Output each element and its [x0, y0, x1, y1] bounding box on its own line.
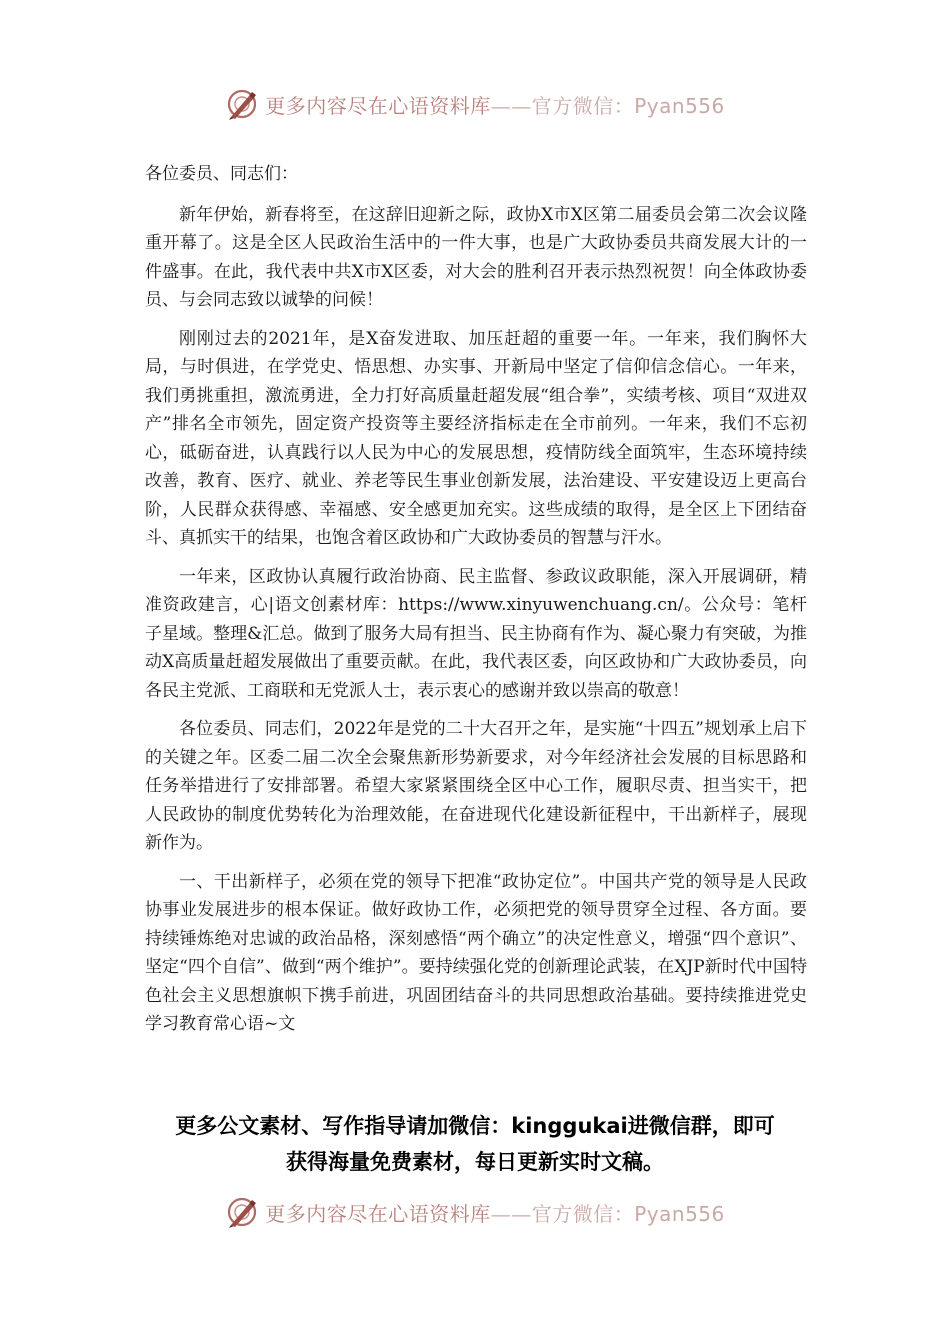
pen-logo-icon: [225, 1195, 259, 1229]
footer-banner-text: [265, 1198, 725, 1227]
paragraph-1: 新年伊始，新春将至，在这辞旧迎新之际，政协X市X区第二届委员会第二次会议隆重开幕了。这是全区人民政治生活中的一件大事，也是广大政协委员共商发展大计的一件盛事。在此，我代表中共X市X区委，对大会的胜利召开表示热烈祝贺！向全体政协委员、与会同志致以诚挚的问候！: [145, 204, 807, 310]
footer-wechat-id: Pyan556: [634, 1201, 725, 1226]
salutation: 各位委员、同志们：: [145, 164, 298, 184]
paragraph-4: 各位委员、同志们，2022年是党的二十大召开之年，是实施“十四五”规划承上启下的关键之年。区委二届二次全会聚焦新形势新要求，对今年经济社会发展的目标思路和任务举措进行了安排部署。希望大家紧紧围绕全区中心工作，履职尽责、担当实干，把人民政协的制度优势转化为治理效能，在奋进现代化建设新征程中，干出新样子，展现新作为。: [145, 719, 807, 853]
header-banner-text: [265, 90, 725, 119]
footer-brand-text: 更多内容尽在心语资料库: [265, 1201, 491, 1226]
pen-logo-icon: [225, 87, 259, 121]
footer-wechat-label: 官方微信：: [531, 1201, 635, 1226]
promo-line-1: 更多公文素材、写作指导请加微信：kinggukai进微信群，即可: [175, 1114, 775, 1138]
document-body: [145, 160, 807, 1049]
paragraph-3: 一年来，区政协认真履行政治协商、民主监督、参政议政职能，深入开展调研，精准资政建言，心|语文创素材库：https://www.xinyuwenchuang.cn/。公众号：笔杆子星域。整理&汇总。做到了服务大局有担当、民主协商有作为、凝心聚力有突破，为推动X高质量赶超发展做出了重要贡献。在此，我代表区委，向区政协和广大政协委员，向各民主党派、工商联和无党派人士，表示衷心的感谢并致以崇高的敬意！: [145, 566, 807, 701]
footer-banner: [0, 1190, 950, 1234]
paragraph-2: 刚刚过去的2021年，是X奋发进取、加压赶超的重要一年。一年来，我们胸怀大局，与时俱进，在学党史、悟思想、办实事、开新局中坚定了信仰信念信心。一年来，我们勇挑重担，激流勇进，全力打好高质量赶超发展“组合拳”，实绩考核、项目“双进双产”排名全市领先，固定资产投资等主要经济指标走在全市前列。一年来，我们不忘初心，砥砺奋进，认真践行以人民为中心的发展思想，疫情防线全面筑牢，生态环境持续改善，教育、医疗、就业、养老等民生事业创新发展，法治建设、平安建设迈上更高台阶，人民群众获得感、幸福感、安全感更加充实。这些成绩的取得，是全区上下团结奋斗、真抓实干的结果，也饱含着区政协和广大政协委员的智慧与汗水。: [145, 328, 807, 548]
header-separator: ——: [490, 93, 532, 118]
footer-banner-inner: [225, 1195, 725, 1229]
header-wechat-label: 官方微信：: [531, 93, 635, 118]
header-banner: [0, 82, 950, 126]
header-banner-inner: [225, 87, 725, 121]
promo-line-2: 获得海量免费素材，每日更新实时文稿。: [286, 1150, 664, 1174]
footer-separator: ——: [490, 1201, 532, 1226]
header-brand-text: 更多内容尽在心语资料库: [265, 93, 491, 118]
promo-block: [0, 1108, 950, 1180]
header-wechat-id: Pyan556: [634, 93, 725, 118]
paragraph-5: 一、干出新样子，必须在党的领导下把准“政协定位”。中国共产党的领导是人民政协事业发展进步的根本保证。做好政协工作，必须把党的领导贯穿全过程、各方面。要持续锤炼绝对忠诚的政治品格，深刻感悟“两个确立”的决定性意义，增强“四个意识”、坚定“四个自信”、做到“两个维护”。要持续强化党的创新理论武装，在XJP新时代中国特色社会主义思想旗帜下携手前进，巩固团结奋斗的共同思想政治基础。要持续推进党史学习教育常心语~文: [145, 871, 807, 1034]
